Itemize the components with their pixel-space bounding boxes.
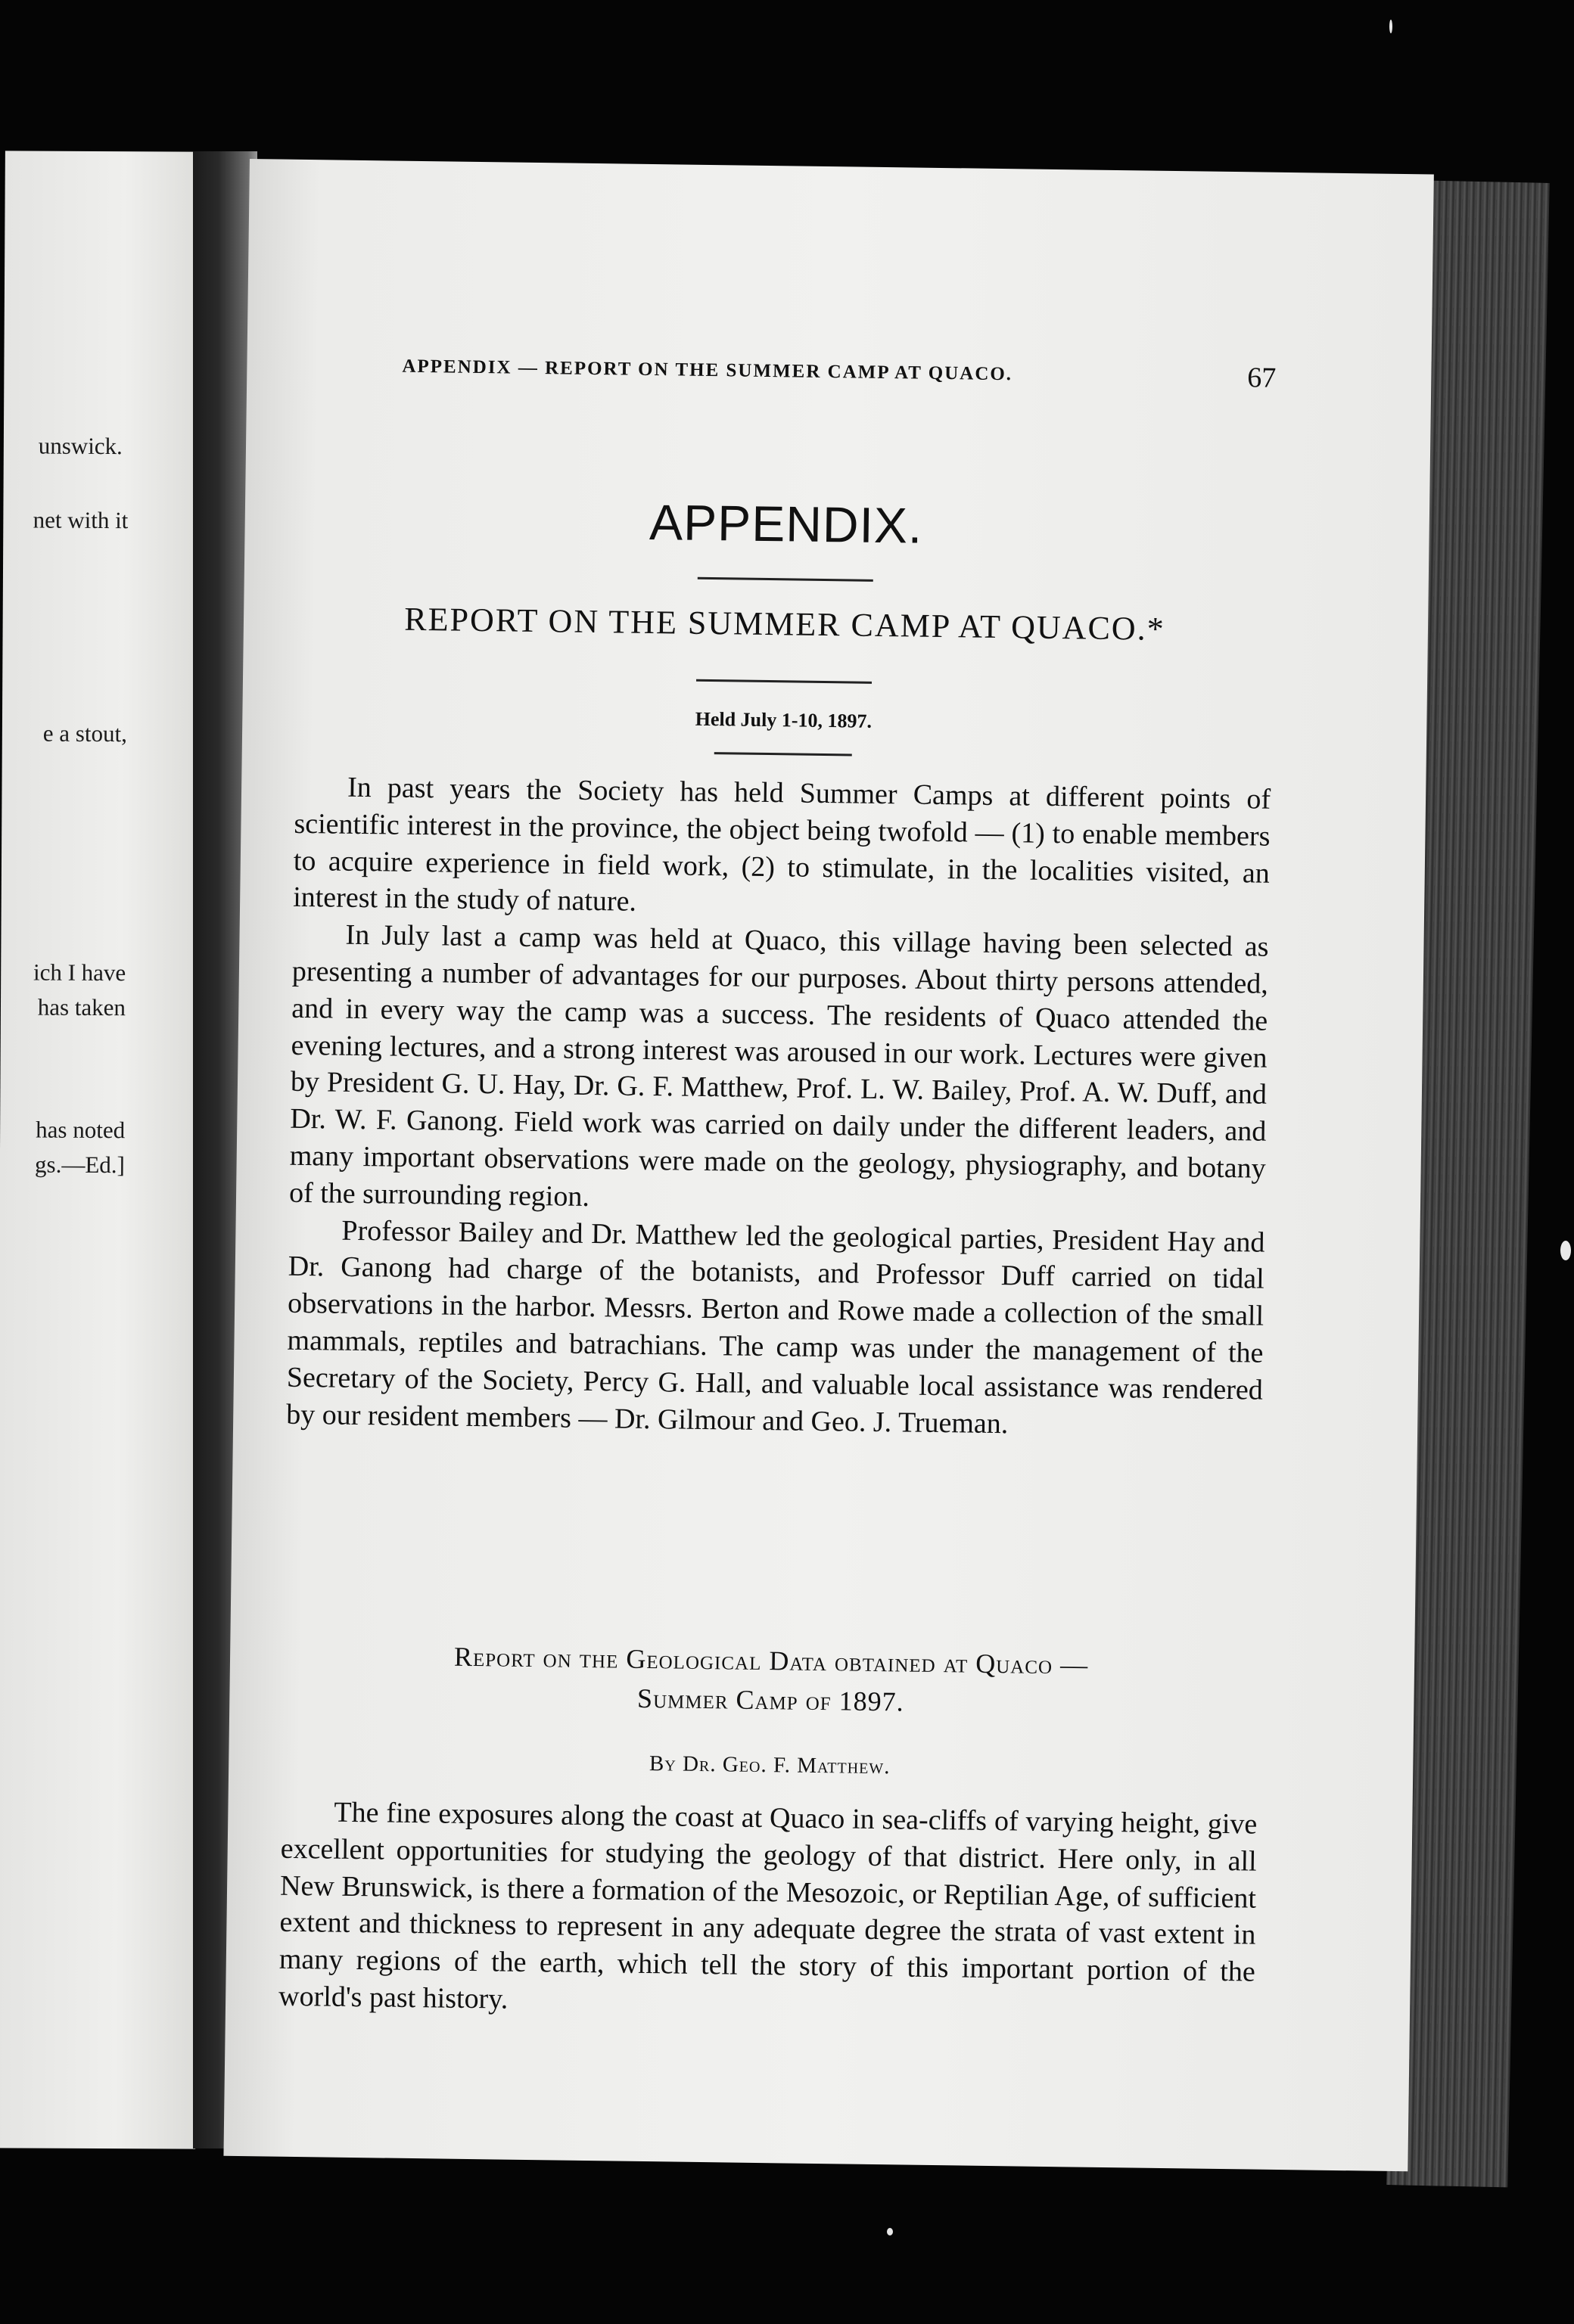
divider-rule: [714, 752, 852, 756]
facing-page-fragment: unswick.: [38, 432, 123, 460]
film-speck: [887, 2228, 893, 2235]
facing-page-fragment: gs.—Ed.]: [34, 1151, 125, 1179]
report-title: REPORT ON THE SUMMER CAMP AT QUACO.*: [404, 600, 1165, 648]
appendix-heading: APPENDIX.: [649, 493, 923, 554]
paragraph: In past years the Society has held Summer Camps at different points of scientific interest in the province, the object being twofold — (1) to enable members to acquire experience in field work, (2) to stimulate, in the localities visited, an interest in the study of nature.: [292, 771, 1271, 918]
facing-page-fragment: net with it: [33, 506, 129, 534]
paragraph: Professor Bailey and Dr. Matthew led the geological parties, President Hay and Dr. Ganong had charge of the botanists, and Professor Duff carried on tidal observations in the harbor. Messrs. Berton and Rowe made a collection of the small mammals, reptiles and batrachians. The camp was under the management of the Secretary of the Society, Percy G. Hall, and valuable local assistance was rendered by our resident members — Dr. Gilmour and Geo. J. Trueman.: [286, 1214, 1265, 1440]
geological-report-title-line-1: Report on the Geological Data obtained at Quaco —: [453, 1641, 1089, 1680]
running-head: [300, 349, 1277, 399]
geological-report-text: [278, 1794, 1258, 2028]
book-page: [223, 159, 1433, 2171]
page-content: [278, 160, 1279, 2015]
film-speck: [1560, 1241, 1571, 1260]
held-date: Held July 1-10, 1897.: [695, 707, 873, 732]
paragraph: In July last a camp was held at Quaco, this village having been selected as presenting a number of advantages for our purposes. About thirty persons attended, and in every way the camp was a success. The residents of Quaco attended the evening lectures, and a strong interest was aroused in our work. Lectures were given by President G. U. Hay, Dr. G. F. Matthew, Prof. L. W. Bailey, Prof. A. W. Duff, and Dr. W. F. Ganong. Field work was carried on daily under the different leaders, and many important observations were made on the geology, physiography, and botany of the surrounding region.: [288, 918, 1269, 1213]
geological-report-title: [282, 1635, 1259, 1726]
divider-rule: [698, 577, 873, 582]
intro-text: [286, 769, 1271, 1446]
facing-page-fragment: has taken: [37, 993, 126, 1021]
divider-rule: [696, 679, 872, 684]
facing-page: [0, 151, 206, 2148]
facing-page-fragment: ich I have: [33, 958, 126, 986]
facing-page-fragment: has noted: [36, 1116, 126, 1144]
geological-report-title-line-2: Summer Camp of 1897.: [636, 1682, 904, 1717]
paragraph: The fine exposures along the coast at Quaco in sea-cliffs of varying height, give excellent opportunities for studying the geology of that district. Here only, in all New Brunswick, is there a formation of the Mesozoic, or Reptilian Age, of sufficient extent and thickness to represent in any adequate degree the strata of vast extent in many regions of the earth, which tell the story of this important portion of the world's past history.: [278, 1796, 1258, 2015]
running-head-title: APPENDIX — REPORT ON THE SUMMER CAMP AT QUACO.: [402, 356, 1013, 385]
film-speck: [1389, 20, 1392, 33]
page-number: 67: [1247, 362, 1277, 394]
author-byline: By Dr. Geo. F. Matthew.: [649, 1751, 891, 1779]
facing-page-fragment: e a stout,: [42, 719, 127, 747]
